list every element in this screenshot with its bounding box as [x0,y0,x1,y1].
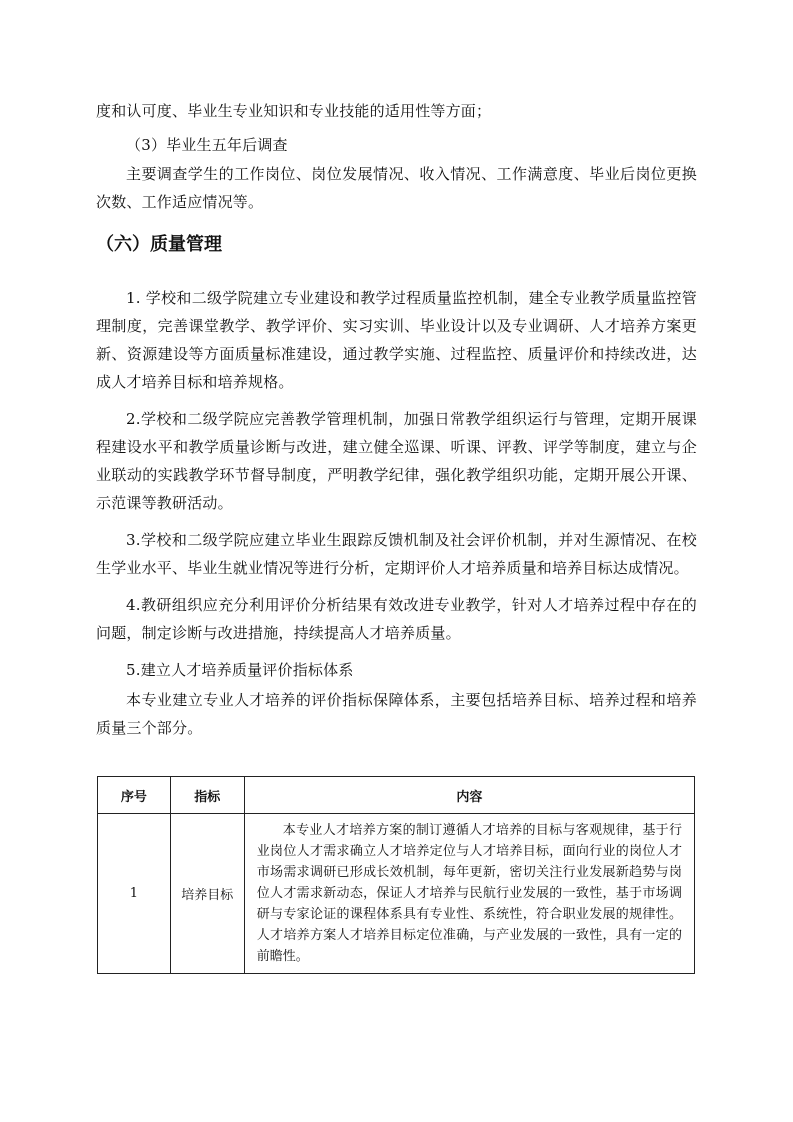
quality-item-5: 5.建立人才培养质量评价指标体系 [126,661,354,679]
quality-item-4: 4.教研组织应充分利用评价分析结果有效改进专业教学，针对人才培养过程中存在的问题，制定诊断与改进措施，持续提高人才培养质量。 [96,596,697,642]
row-no: 1 [98,814,171,974]
section-body [96,284,697,742]
quality-item-3: 3.学校和二级学院应建立毕业生跟踪反馈机制及社会评价机制，并对生源情况、在校生学业水平、毕业生就业情况等进行分析，定期评价人才培养质量和培养目标达成情况。 [96,531,697,577]
quality-item-2: 2.学校和二级学院应完善教学管理机制，加强日常教学组织运行与管理，定期开展课程建设水平和教学质量诊断与改进，建立健全巡课、听课、评教、评学等制度，建立与企业联动的实践教学环节督导制度，严明教学纪律，强化教学组织功能，定期开展公开课、示范课等教研活动。 [96,410,697,512]
row-indicator: 培养目标 [170,814,244,974]
continuation-paragraph: 度和认可度、毕业生专业知识和专业技能的适用性等方面； [96,102,492,120]
quality-item-5-description: 本专业建立专业人才培养的评价指标保障体系，主要包括培养目标、培养过程和培养质量三个部分。 [96,691,697,737]
survey-item-3-description: 主要调查学生的工作岗位、岗位发展情况、收入情况、工作满意度、毕业后岗位更换次数、工作适应情况等。 [96,165,697,211]
table-row [98,814,695,974]
section-heading: （六）质量管理 [96,234,222,255]
header-indicator: 指标 [170,777,244,814]
row-content: 本专业人才培养方案的制订遵循人才培养的目标与客观规律，基于行业岗位人才需求确立人才培养定位与人才培养目标，面向行业的岗位人才市场需求调研已形成长效机制，每年更新，密切关注行业发展新趋势与岗位人才需求新动态，保证人才培养与民航行业发展的一致性，基于市场调研与专家论证的课程体系具有专业性、系统性，符合职业发展的规律性。人才培养方案人才培养目标定位准确，与产业发展的一致性，具有一定的前瞻性。 [244,814,694,974]
survey-item-3-title: （3）毕业生五年后调查 [126,136,288,154]
quality-item-1: 1. 学校和二级学院建立专业建设和教学过程质量监控机制，建全专业教学质量监控管理制度，完善课堂教学、教学评价、实习实训、毕业设计以及专业调研、人才培养方案更新、资源建设等方面质量标准建设，通过教学实施、过程监控、质量评价和持续改进，达成人才培养目标和培养规格。 [96,289,697,391]
header-no: 序号 [98,777,171,814]
table-header-row [98,777,695,814]
header-content: 内容 [244,777,694,814]
evaluation-table [97,776,695,974]
